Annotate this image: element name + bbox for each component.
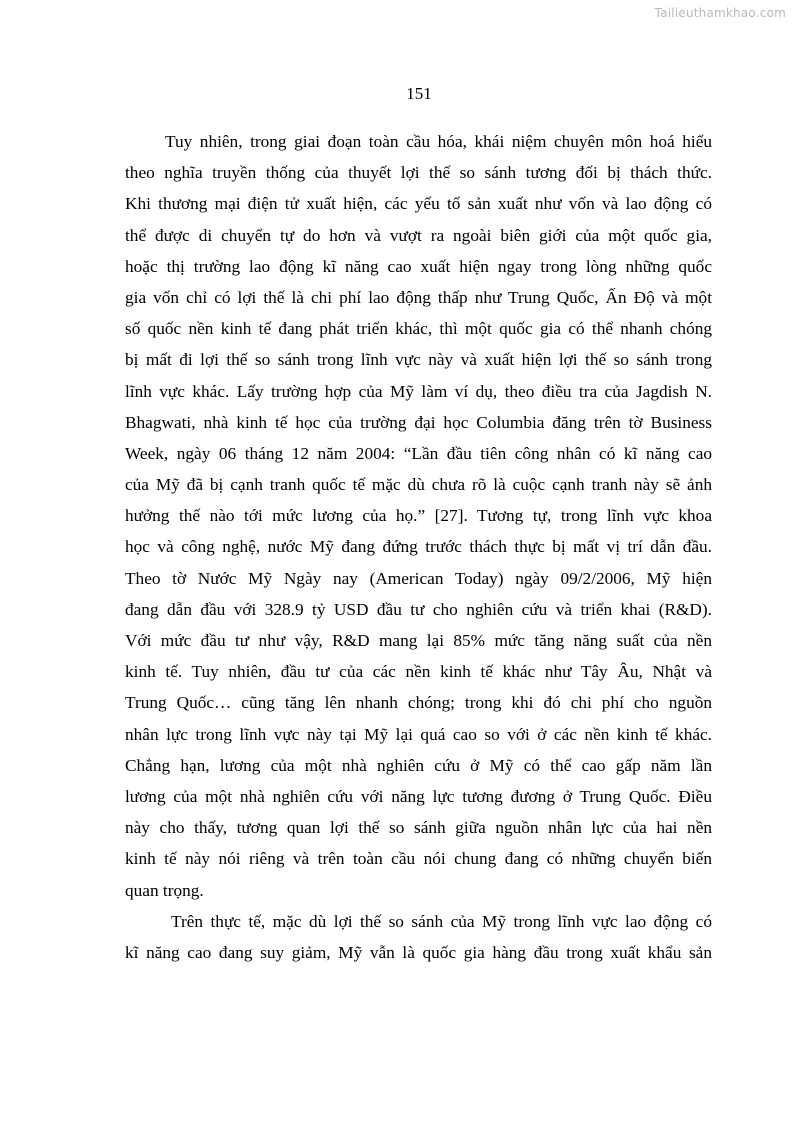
paragraph-1 — [125, 126, 712, 906]
text-line: Trung Quốc… cũng tăng lên nhanh chóng; trong khi đó chi phí cho nguồn — [125, 693, 712, 713]
text-line: Tuy nhiên, trong giai đoạn toàn cầu hóa, khái niệm chuyên môn hoá hiểu — [165, 132, 712, 151]
text-line: học và công nghệ, nước Mỹ đang đứng trước thách thực bị mất vị trí dẫn đầu. — [125, 537, 712, 557]
text-line: Chẳng hạn, lương của một nhà nghiên cứu ở Mỹ có thể cao gấp năm lần — [125, 755, 712, 775]
page-number: 151 — [406, 84, 432, 103]
text-line: gia vốn chỉ có lợi thế là chi phí lao động thấp như Trung Quốc, Ấn Độ và một — [125, 287, 712, 307]
text-line: thể được di chuyển tự do hơn và vượt ra ngoài biên giới của một quốc gia, — [125, 225, 712, 245]
text-line: Bhagwati, nhà kinh tế học của trường đại học Columbia đăng trên tờ Business — [125, 412, 712, 432]
text-line: này cho thấy, tương quan lợi thế so sánh giữa nguồn nhân lực của hai nền — [125, 818, 712, 838]
text-line: đang dẫn đầu với 328.9 tỷ USD đầu tư cho nghiên cứu và triển khai (R&D). — [125, 599, 712, 619]
text-line: Week, ngày 06 tháng 12 năm 2004: “Lần đầu tiên công nhân có kĩ năng cao — [125, 443, 712, 463]
watermark: Tailieuthamkhao.com — [654, 6, 786, 20]
text-line: Trên thực tế, mặc dù lợi thế so sánh của Mỹ trong lĩnh vực lao động có — [171, 911, 712, 931]
text-line: bị mất đi lợi thế so sánh trong lĩnh vực này và xuất hiện lợi thế so sánh trong — [125, 350, 712, 370]
text-line: theo nghĩa truyền thống của thuyết lợi thế so sánh tương đối bị thách thức. — [125, 163, 712, 183]
text-line: kĩ năng cao đang suy giảm, Mỹ vẫn là quốc gia hàng đầu trong xuất khẩu sản — [125, 942, 712, 962]
text-line: hoặc thị trường lao động kĩ năng cao xuất hiện ngay trong lòng những quốc — [125, 256, 712, 276]
text-line: Với mức đầu tư như vậy, R&D mang lại 85% mức tăng năng suất của nền — [125, 631, 712, 650]
text-line: kinh tế này nói riêng và trên toàn cầu nói chung đang có những chuyển biến — [125, 849, 712, 869]
text-line: kinh tế. Tuy nhiên, đầu tư của các nền kinh tế khác như Tây Âu, Nhật và — [125, 662, 712, 682]
text-line: hưởng thế nào tới mức lương của họ.” [27]. Tương tự, trong lĩnh vực khoa — [125, 506, 712, 526]
paragraph-2 — [125, 906, 712, 968]
text-line: của Mỹ đã bị cạnh tranh quốc tế mặc dù chưa rõ là cuộc cạnh tranh này sẽ ảnh — [125, 475, 712, 495]
text-line: quan trọng. — [125, 880, 204, 900]
text-line: lĩnh vực khác. Lấy trường hợp của Mỹ làm ví dụ, theo điều tra của Jagdish N. — [125, 381, 712, 401]
text-line: Khi thương mại điện tử xuất hiện, các yếu tố sản xuất như vốn và lao động có — [125, 194, 712, 214]
text-line: lương của một nhà nghiên cứu với năng lực tương đương ở Trung Quốc. Điều — [125, 786, 712, 806]
text-line: Theo tờ Nước Mỹ Ngày nay (American Today) ngày 09/2/2006, Mỹ hiện — [125, 568, 712, 588]
text-line: số quốc nền kinh tế đang phát triển khác, thì một quốc gia có thể nhanh chóng — [125, 319, 712, 339]
text-line: nhân lực trong lĩnh vực này tại Mỹ lại quá cao so với ở các nền kinh tế khác. — [125, 724, 712, 744]
document-body — [125, 126, 712, 968]
